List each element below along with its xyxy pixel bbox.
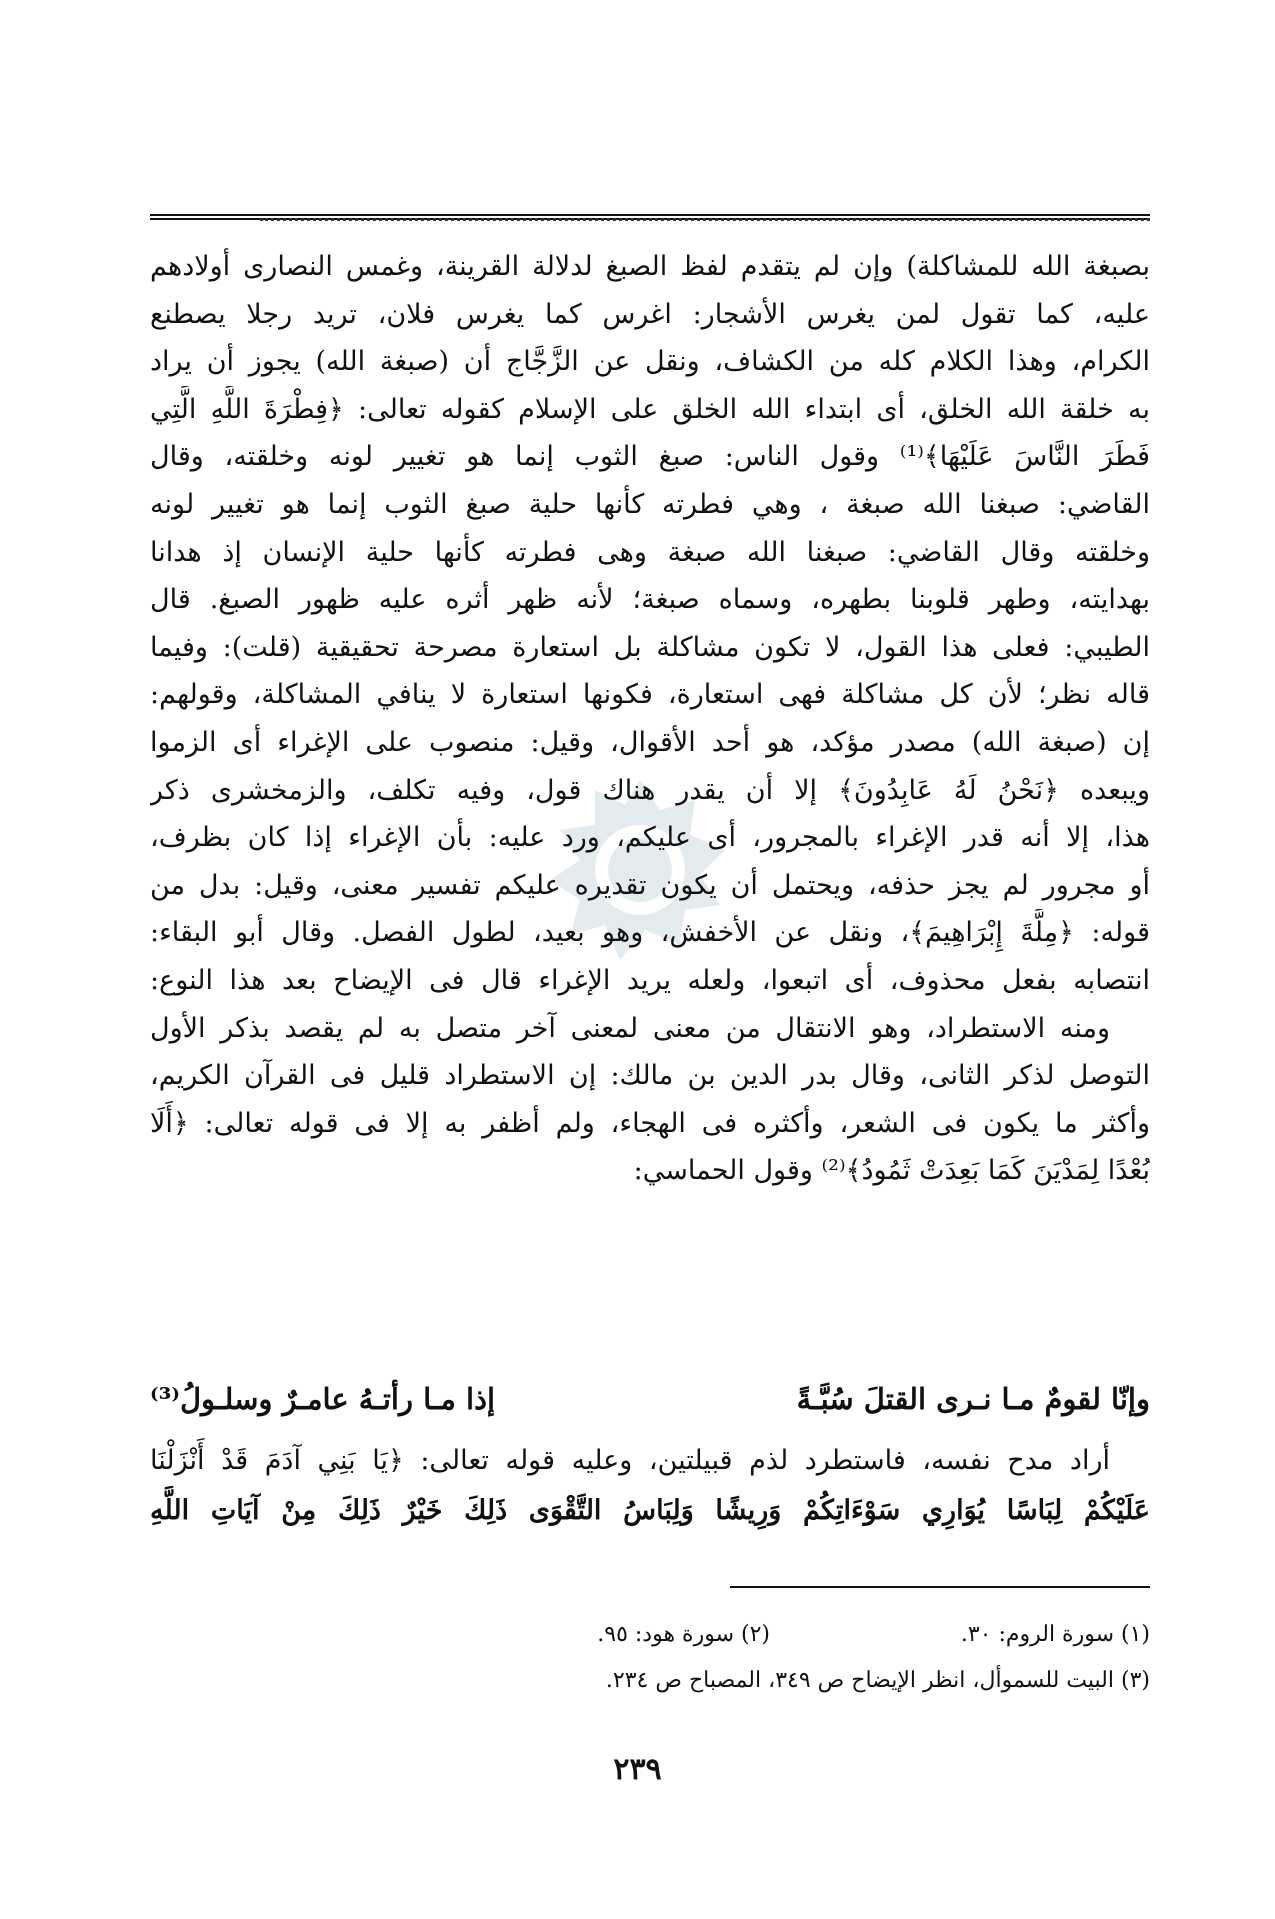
- footnotes: [300, 1612, 1150, 1704]
- text-line: التوصل لذكر الثانى، وقال بدر الدين بن مالك: إن الاستطراد قليل فى القرآن الكريم،: [150, 1060, 1150, 1092]
- header-dotted-rule: [260, 218, 1150, 221]
- text-line: أراد مدح نفسه، فاستطرد لذم قبيلتين، وعليه قوله تعالى: ﴿يَا بَنِي آدَمَ قَدْ أَنْزَلْنَا: [150, 1445, 1110, 1476]
- page-number: ٢٣٩: [613, 1752, 662, 1787]
- text-line: أو مجرور لم يجز حذفه، ويحتمل أن يكون تقديره عليكم تفسير معنى، وقيل: بدل من: [150, 869, 1150, 901]
- text-line: ويبعده ﴿نَحْنُ لَهُ عَابِدُونَ﴾ إلا أن يقدر هناك قول، وفيه تكلف، والزمخشرى ذكر: [150, 774, 1150, 806]
- footnote-3: (٣) البيت للسموأل، انظر الإيضاح ص ٣٤٩، المصباح ص ٢٣٤.: [605, 1668, 1150, 1693]
- text-line: انتصابه بفعل محذوف، أى اتبعوا، ولعله يريد الإغراء قال فى الإيضاح بعد هذا النوع:: [150, 964, 1150, 996]
- text-line: هذا، إلا أنه قدر الإغراء بالمجرور، أى عليكم، ورد عليه: بأن الإغراء إذا كان بظرف،: [150, 822, 1150, 854]
- text-line: عليه، كما تقول لمن يغرس الأشجار: اغرس كما يغرس فلان، تريد رجلا يصطنع: [150, 298, 1150, 330]
- text-line: قوله: ﴿مِلَّةَ إِبْرَاهِيمَ﴾، ونقل عن الأخفش، وهو بعيد، لطول الفصل. وقال أبو البقاء:: [150, 917, 1150, 949]
- footnote-1: (١) سورة الروم: ٣٠.: [960, 1622, 1150, 1647]
- footnote-2: (٢) سورة هود: ٩٥.: [597, 1622, 770, 1647]
- continuation-text-block: [150, 1436, 1150, 1536]
- text-line: الكرام، وهذا الكلام كله من الكشاف، ونقل عن الزَّجَّاج أن (صبغة الله) يجوز أن يراد: [150, 346, 1150, 378]
- text-line: الطيبي: فعلى هذا القول، لا تكون مشاكلة بل استعارة مصرحة تحقيقية (قلت): وفيما: [150, 631, 1150, 663]
- text-line: بُعْدًا لِمَدْيَنَ كَمَا بَعِدَتْ ثَمُودُ﴾⁽²⁾ وقول الحماسي:: [633, 1155, 1150, 1187]
- text-line: عَلَيْكُمْ لِبَاسًا يُوَارِي سَوْءَاتِكُمْ وَرِيشًا وَلِبَاسُ التَّقْوَى ذَلِكَ خَيْرٌ ذَلِكَ مِنْ آيَاتِ اللَّهِ: [150, 1495, 1150, 1526]
- footnote-separator: [730, 1586, 1150, 1588]
- footnote-row: [300, 1612, 1150, 1658]
- text-line: إن (صبغة الله) مصدر مؤكد، هو أحد الأقوال، وقيل: منصوب على الإغراء أى الزموا: [150, 726, 1150, 758]
- text-line: ومنه الاستطراد، وهو الانتقال من معنى لمعنى آخر متصل به لم يقصد بذكر الأول: [150, 1012, 1110, 1044]
- verse-hemistich-second: إذا مـا رأتـهُ عامـرٌ وسلـولُ⁽³⁾: [150, 1382, 496, 1416]
- main-text-block: [150, 243, 1150, 1195]
- text-line: فَطَرَ النَّاسَ عَلَيْهَا﴾⁽¹⁾ وقول الناس: صبغ الثوب إنما هو تغيير لونه وخلقته، وقال: [150, 441, 1150, 473]
- footnote-row: [300, 1658, 1150, 1704]
- text-line: بهدايته، وطهر قلوبنا بطهره، وسماه صبغة؛ لأنه ظهر أثره عليه ظهور الصبغ. قال: [150, 584, 1150, 616]
- text-line: به خلقة الله الخلق، أى ابتداء الله الخلق على الإسلام كقوله تعالى: ﴿فِطْرَةَ اللَّهِ الَّتِي: [150, 393, 1150, 425]
- verse-hemistich-first: وإنّا لقومٌ مـا نـرى القتلَ سُبَّـةً: [796, 1382, 1150, 1416]
- text-line: القاضي: صبغنا الله صبغة ، وهي فطرته كأنها حلية صبغ الثوب إنما هو تغيير لونه: [150, 488, 1150, 520]
- text-line: قاله نظر؛ لأن كل مشاكلة فهى استعارة، فكونها استعارة لا ينافي المشاكلة، وقولهم:: [150, 679, 1150, 711]
- poetry-verse: [150, 1373, 1150, 1425]
- text-line: وخلقته وقال القاضي: صبغنا الله صبغة وهى فطرته كأنها حلية الإنسان إذ هدانا: [150, 536, 1150, 568]
- text-line: بصبغة الله للمشاكلة) وإن لم يتقدم لفظ الصبغ لدلالة القرينة، وغمس النصارى أولادهم: [150, 251, 1150, 282]
- text-line: وأكثر ما يكون فى الشعر، وأكثره فى الهجاء، ولم أظفر به إلا فى قوله تعالى: ﴿أَلَا: [150, 1107, 1150, 1139]
